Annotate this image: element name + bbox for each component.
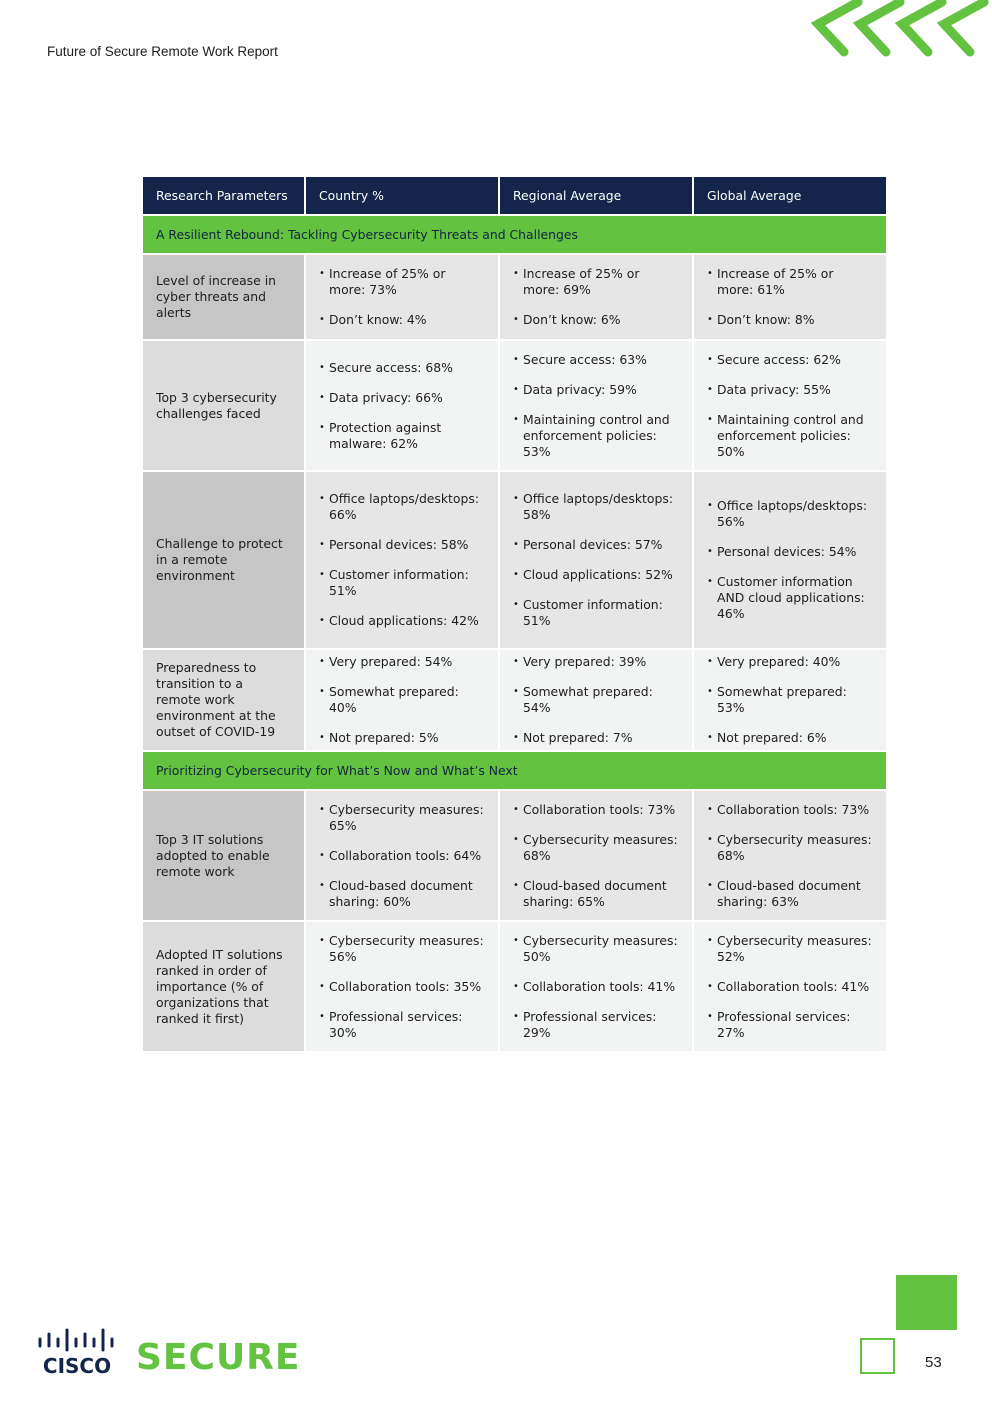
list-item: • Professional services: 30% bbox=[319, 1009, 485, 1041]
parameter-cell: Level of increase in cyber threats and alerts bbox=[143, 254, 305, 340]
chevron-arrows-icon bbox=[808, 0, 992, 60]
list-item: • Cybersecurity measures: 65% bbox=[319, 802, 485, 834]
list-item: • Cybersecurity measures: 50% bbox=[513, 933, 679, 965]
parameter-cell: Top 3 IT solutions adopted to enable remote work bbox=[143, 790, 305, 921]
country-cell bbox=[305, 921, 499, 1052]
list-item: • Don’t know: 6% bbox=[513, 312, 679, 328]
list-item: • Somewhat prepared: 53% bbox=[707, 684, 873, 716]
global-cell bbox=[693, 471, 886, 649]
country-cell bbox=[305, 649, 499, 751]
cisco-logo-text: CISCO bbox=[42, 1354, 112, 1376]
cisco-logo-icon bbox=[37, 1328, 123, 1376]
research-table bbox=[143, 177, 886, 1053]
country-cell bbox=[305, 471, 499, 649]
list-item: • Personal devices: 58% bbox=[319, 537, 485, 553]
column-header: Global Average bbox=[693, 177, 886, 215]
list-item: • Cloud-based document sharing: 63% bbox=[707, 878, 873, 910]
list-item: • Cloud-based document sharing: 60% bbox=[319, 878, 485, 910]
list-item: • Customer information: 51% bbox=[513, 597, 679, 629]
list-item: • Data privacy: 59% bbox=[513, 382, 679, 398]
regional-cell bbox=[499, 790, 693, 921]
country-cell bbox=[305, 790, 499, 921]
regional-cell bbox=[499, 921, 693, 1052]
list-item: • Office laptops/desktops: 58% bbox=[513, 491, 679, 523]
section-header-row bbox=[143, 215, 886, 254]
list-item: • Don’t know: 4% bbox=[319, 312, 485, 328]
list-item: • Office laptops/desktops: 56% bbox=[707, 498, 873, 530]
table-header-row bbox=[143, 177, 886, 215]
list-item: • Not prepared: 5% bbox=[319, 730, 485, 746]
global-cell bbox=[693, 790, 886, 921]
list-item: • Collaboration tools: 73% bbox=[513, 802, 679, 818]
list-item: • Very prepared: 39% bbox=[513, 654, 679, 670]
report-title: Future of Secure Remote Work Report bbox=[47, 44, 278, 59]
list-item: • Maintaining control and enforcement policies: 50% bbox=[707, 412, 873, 460]
list-item: • Somewhat prepared: 40% bbox=[319, 684, 485, 716]
global-cell bbox=[693, 921, 886, 1052]
global-cell bbox=[693, 649, 886, 751]
list-item: • Collaboration tools: 73% bbox=[707, 802, 873, 818]
table-row bbox=[143, 649, 886, 751]
list-item: • Cybersecurity measures: 56% bbox=[319, 933, 485, 965]
list-item: • Data privacy: 66% bbox=[319, 390, 485, 406]
global-cell bbox=[693, 340, 886, 471]
list-item: • Secure access: 68% bbox=[319, 360, 485, 376]
table-row bbox=[143, 790, 886, 921]
list-item: • Don’t know: 8% bbox=[707, 312, 873, 328]
list-item: • Very prepared: 54% bbox=[319, 654, 485, 670]
parameter-cell: Challenge to protect in a remote environment bbox=[143, 471, 305, 649]
parameter-cell: Top 3 cybersecurity challenges faced bbox=[143, 340, 305, 471]
list-item: • Cybersecurity measures: 68% bbox=[707, 832, 873, 864]
section-title: A Resilient Rebound: Tackling Cybersecurity Threats and Challenges bbox=[143, 215, 886, 254]
list-item: • Very prepared: 40% bbox=[707, 654, 873, 670]
list-item: • Somewhat prepared: 54% bbox=[513, 684, 679, 716]
list-item: • Secure access: 63% bbox=[513, 352, 679, 368]
global-cell bbox=[693, 254, 886, 340]
regional-cell bbox=[499, 254, 693, 340]
regional-cell bbox=[499, 649, 693, 751]
country-cell bbox=[305, 254, 499, 340]
list-item: • Cloud-based document sharing: 65% bbox=[513, 878, 679, 910]
list-item: • Not prepared: 7% bbox=[513, 730, 679, 746]
list-item: • Not prepared: 6% bbox=[707, 730, 873, 746]
regional-cell bbox=[499, 340, 693, 471]
list-item: • Personal devices: 57% bbox=[513, 537, 679, 553]
table-row bbox=[143, 921, 886, 1052]
list-item: • Customer information AND cloud applications: 46% bbox=[707, 574, 873, 622]
list-item: • Personal devices: 54% bbox=[707, 544, 873, 560]
regional-cell bbox=[499, 471, 693, 649]
brand-word: SECURE bbox=[136, 1337, 301, 1378]
list-item: • Professional services: 27% bbox=[707, 1009, 873, 1041]
parameter-cell: Preparedness to transition to a remote work environment at the outset of COVID-19 bbox=[143, 649, 305, 751]
decorative-square-outline bbox=[860, 1338, 895, 1374]
page-number: 53 bbox=[925, 1354, 942, 1371]
country-cell bbox=[305, 340, 499, 471]
list-item: • Collaboration tools: 64% bbox=[319, 848, 485, 864]
column-header: Regional Average bbox=[499, 177, 693, 215]
list-item: • Collaboration tools: 41% bbox=[707, 979, 873, 995]
list-item: • Customer information: 51% bbox=[319, 567, 485, 599]
section-header-row bbox=[143, 751, 886, 790]
list-item: • Professional services: 29% bbox=[513, 1009, 679, 1041]
list-item: • Cloud applications: 52% bbox=[513, 567, 679, 583]
list-item: • Maintaining control and enforcement policies: 53% bbox=[513, 412, 679, 460]
list-item: • Data privacy: 55% bbox=[707, 382, 873, 398]
list-item: • Collaboration tools: 35% bbox=[319, 979, 485, 995]
column-header: Research Parameters bbox=[143, 177, 305, 215]
list-item: • Office laptops/desktops: 66% bbox=[319, 491, 485, 523]
parameter-cell: Adopted IT solutions ranked in order of importance (% of organizations that ranked it first) bbox=[143, 921, 305, 1052]
list-item: • Increase of 25% or more: 61% bbox=[707, 266, 873, 298]
list-item: • Cloud applications: 42% bbox=[319, 613, 485, 629]
list-item: • Secure access: 62% bbox=[707, 352, 873, 368]
list-item: • Collaboration tools: 41% bbox=[513, 979, 679, 995]
decorative-square bbox=[896, 1275, 957, 1330]
list-item: • Protection against malware: 62% bbox=[319, 420, 485, 452]
list-item: • Increase of 25% or more: 73% bbox=[319, 266, 485, 298]
list-item: • Cybersecurity measures: 68% bbox=[513, 832, 679, 864]
column-header: Country % bbox=[305, 177, 499, 215]
table-row bbox=[143, 254, 886, 340]
list-item: • Increase of 25% or more: 69% bbox=[513, 266, 679, 298]
table-row bbox=[143, 471, 886, 649]
table-row bbox=[143, 340, 886, 471]
list-item: • Cybersecurity measures: 52% bbox=[707, 933, 873, 965]
section-title: Prioritizing Cybersecurity for What’s Now and What’s Next bbox=[143, 751, 886, 790]
